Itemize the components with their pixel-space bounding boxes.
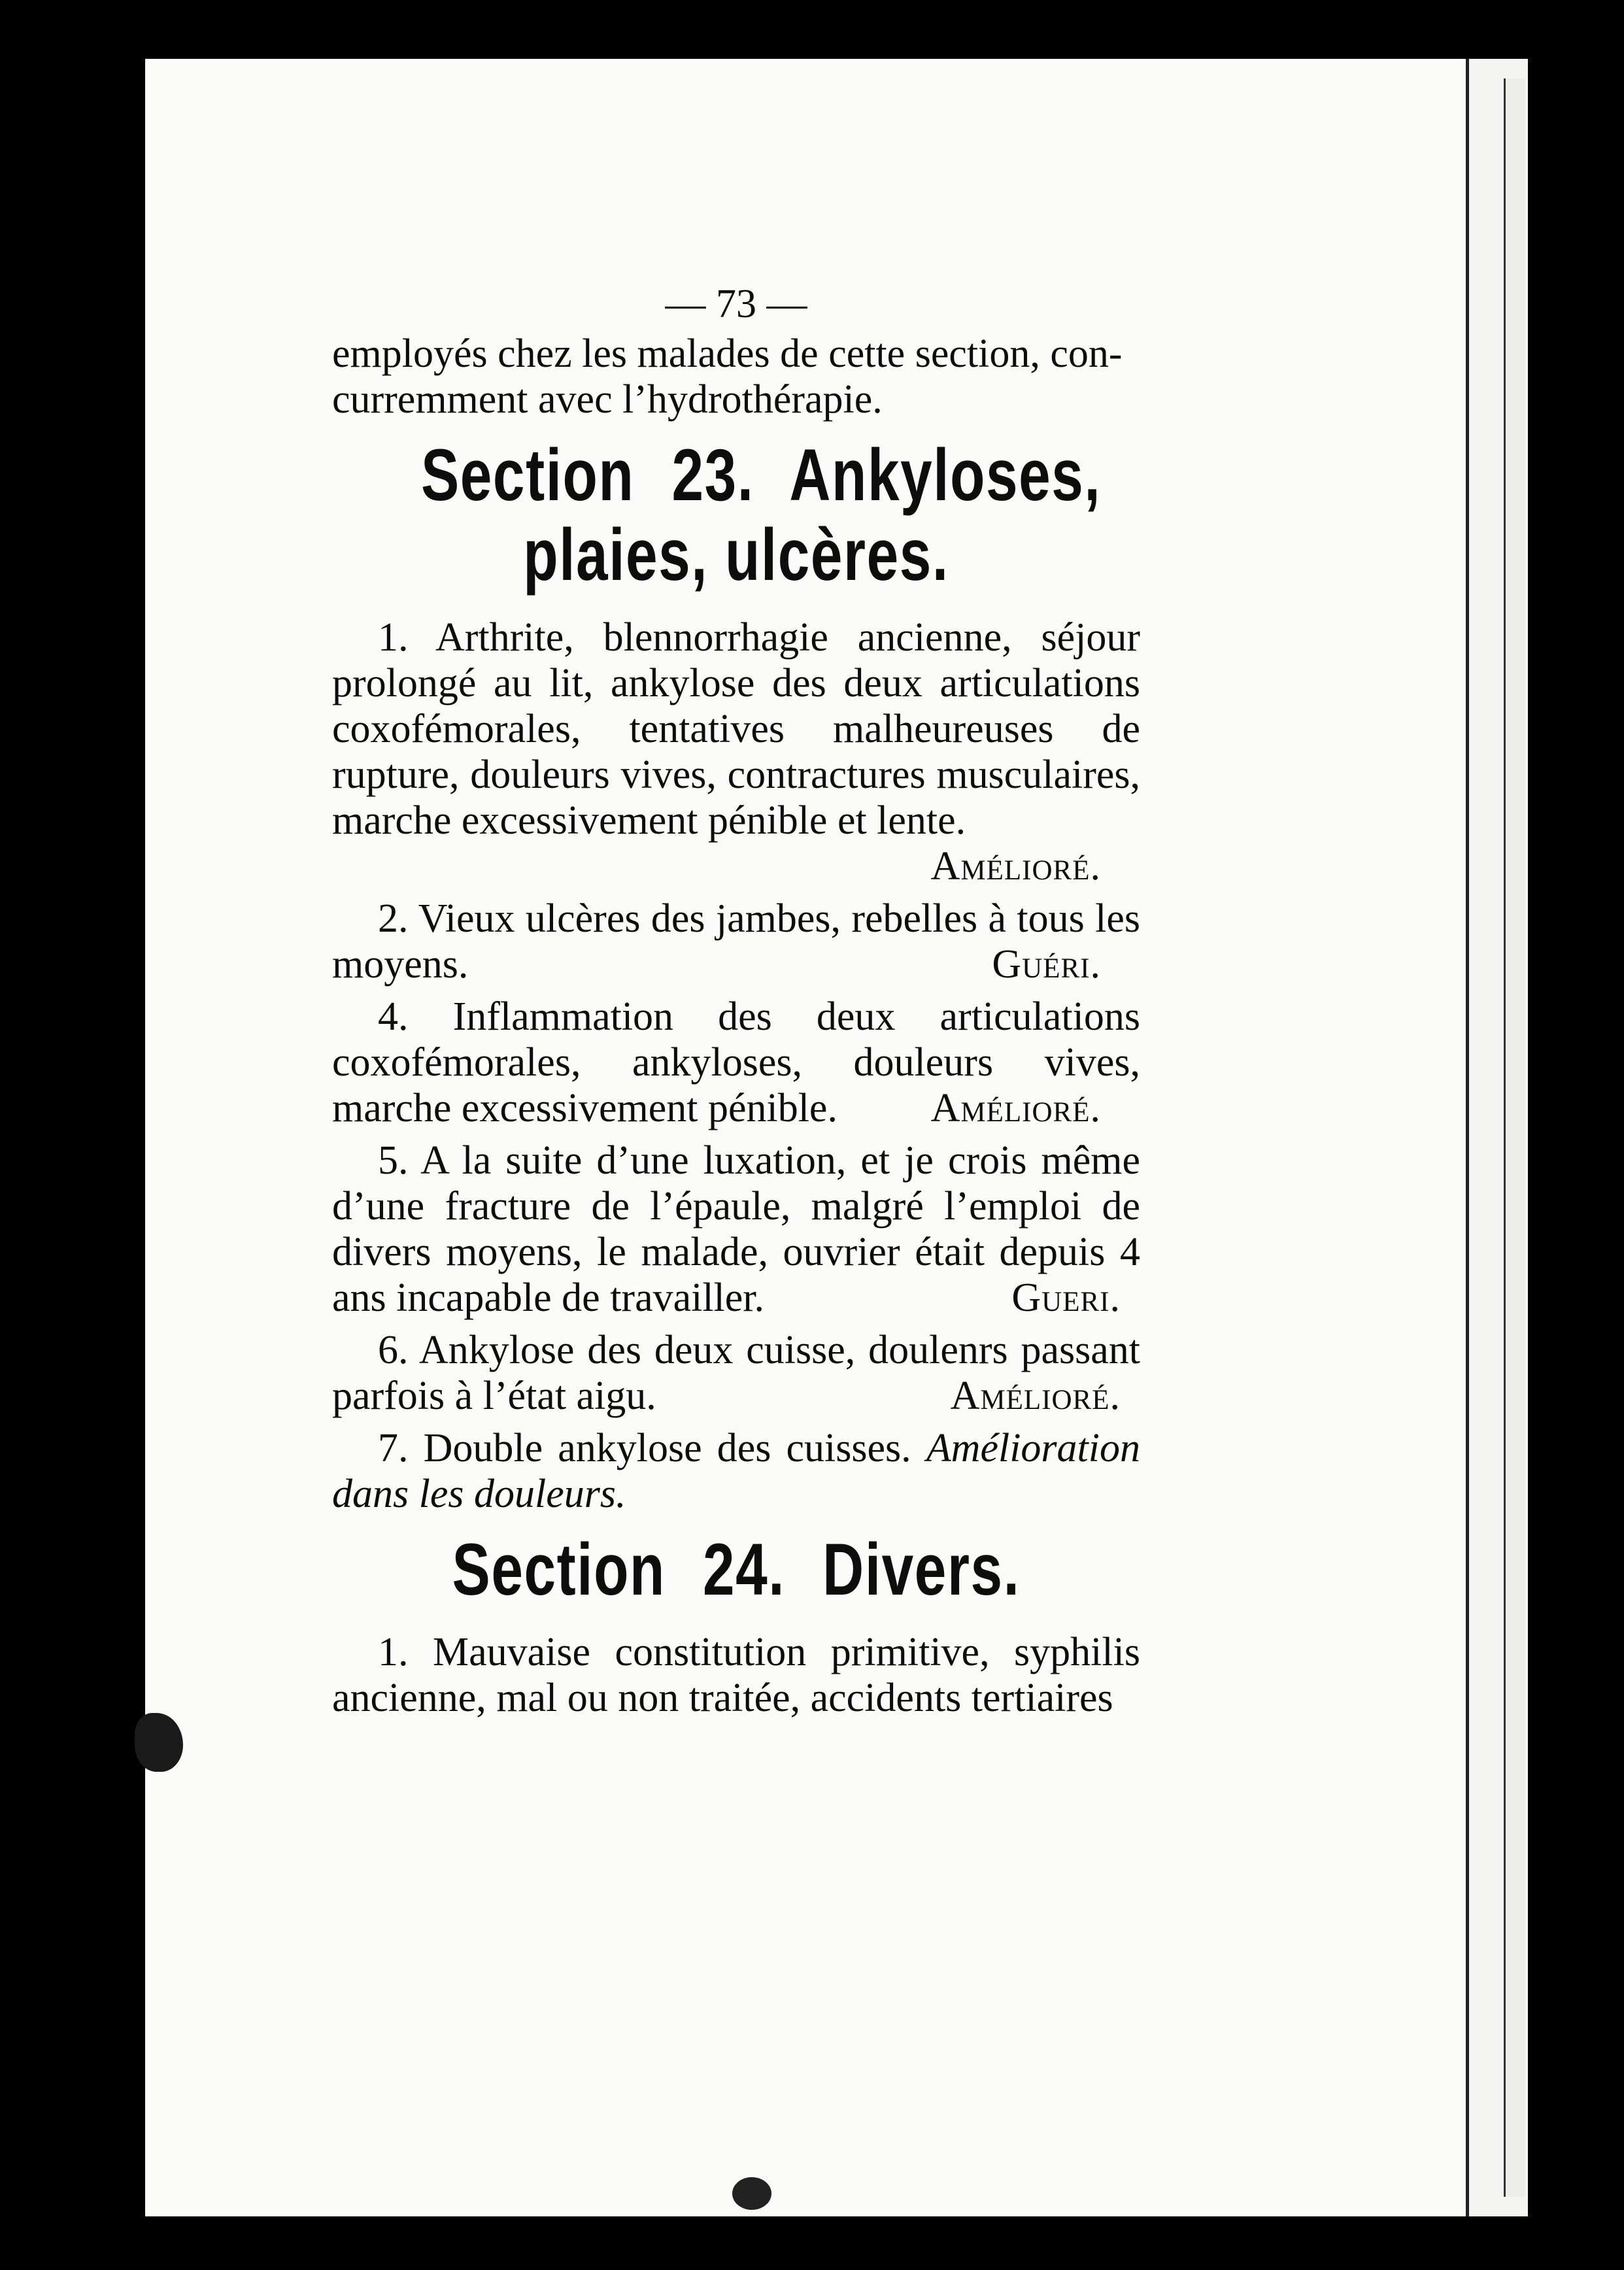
- page-number: — 73 —: [665, 282, 807, 326]
- intro-line-2: curremment avec l’hydrothérapie.: [332, 377, 883, 422]
- section-24-title: Divers.: [822, 1529, 1021, 1610]
- item-result: Gueri.: [1011, 1276, 1121, 1320]
- item-result: Amélioré.: [930, 1086, 1101, 1130]
- item-result: Guéri.: [992, 942, 1101, 987]
- item-text: 4. Inflammation des deux articulations coxofémorales, ankyloses, douleurs vives, marche excessivement pénible.: [332, 994, 1140, 1130]
- section-23-heading: [420, 434, 1102, 596]
- section-24-heading: [421, 1530, 1051, 1610]
- section-23-title-2: plaies, ulcères.: [523, 514, 949, 596]
- page-text: [332, 281, 1140, 1721]
- intro-line-1: employés chez les malades de cette section, con-: [332, 331, 1123, 376]
- item-result: Amélioré.: [930, 844, 1101, 889]
- list-item: [332, 615, 1140, 889]
- item-text: 5. A la suite d’une luxation, et je crois même d’une fracture de l’épaule, malgré l’emploi de divers moyens, le malade, ouvrier était depuis 4 ans incapable de travailler.: [332, 1138, 1140, 1320]
- item-result: Amélioration dans les douleurs.: [332, 1426, 1141, 1516]
- list-item: [332, 896, 1140, 987]
- item-text: 1. Arthrite, blennorrhagie ancienne, séjour prolongé au lit, ankylose des deux articulations coxofémorales, tentatives malheureuses de rupture, douleurs vives, contractures musculaires, marche excessivement pénible et lente.: [332, 615, 1140, 843]
- section-23-title-1: Ankyloses,: [789, 434, 1102, 516]
- item-text: 1. Mauvaise constitution primitive, syphilis ancienne, mal ou non traitée, accidents tertiaires: [332, 1630, 1140, 1720]
- list-item: [332, 994, 1140, 1131]
- item-text: 6. Ankylose des deux cuisse, doulenrs passant parfois à l’état aigu.: [332, 1328, 1140, 1418]
- section-23-label: Section: [420, 434, 635, 516]
- item-result: Amélioré.: [950, 1374, 1121, 1418]
- list-item: [332, 1629, 1140, 1721]
- section-24-label: Section: [452, 1529, 666, 1610]
- item-text: 2. Vieux ulcères des jambes, rebelles à tous les moyens.: [332, 896, 1140, 987]
- list-item: [332, 1327, 1140, 1419]
- list-item: [332, 1425, 1140, 1517]
- list-item: [332, 1138, 1140, 1321]
- section-23-number: 23.: [671, 434, 754, 516]
- page-edge-inner: [1504, 78, 1525, 2197]
- ink-blot: [732, 2177, 771, 2210]
- item-text: 7. Double ankylose des cuisses.: [378, 1426, 911, 1470]
- section-24-number: 24.: [703, 1529, 786, 1610]
